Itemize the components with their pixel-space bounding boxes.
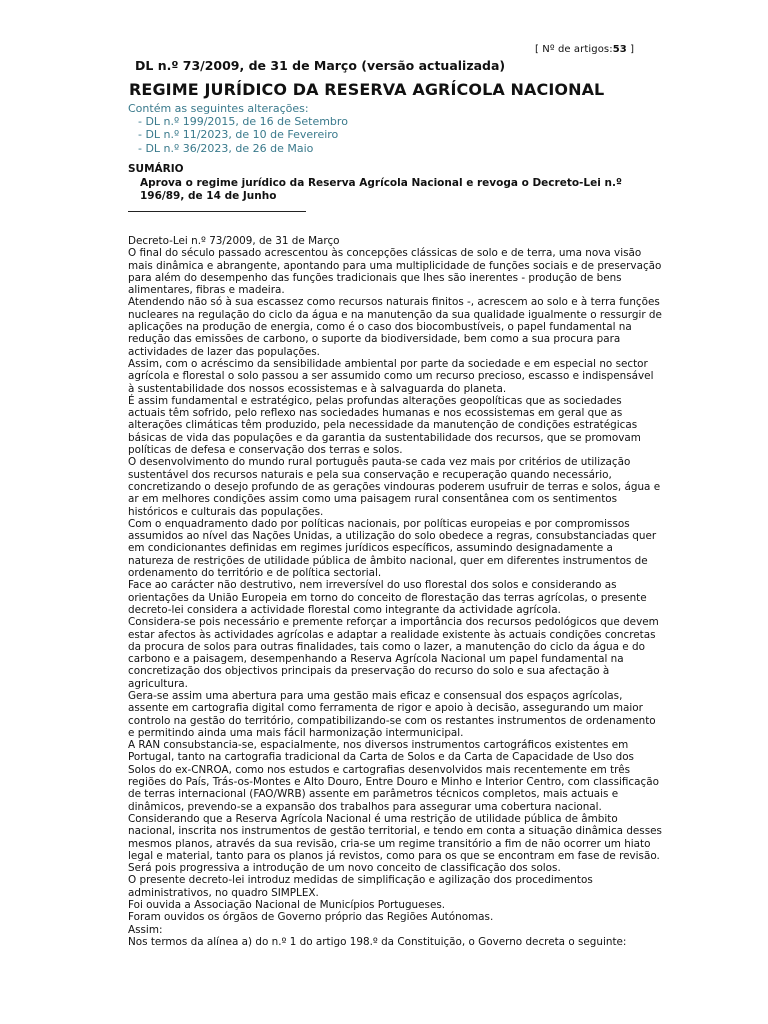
body-paragraph: Gera-se assim uma abertura para uma gestão mais eficaz e consensual dos espaços agrícolas, assente em cartografia digital como ferramenta de rigor e apoio à decisão, assegurando um maior controlo na gestão do território, compatibilizando-se com os restantes instrumentos de ordenamento e permitindo ainda uma mais fácil harmonização intermunicipal.: [128, 689, 656, 739]
change-item-link[interactable]: - DL n.º 11/2023, de 10 de Fevereiro: [138, 128, 339, 142]
body-paragraph: Considerando que a Reserva Agrícola Nacional é uma restrição de utilidade pública de âmbito nacional, inscrita nos instrumentos de gestão territorial, e tendo em conta a situação dinâmica desses mesmos planos, através da sua revisão, cria-se um regime transitório a fim de não ocorrer um hiato legal e material, tanto para os planos já revistos, como para os que se encontram em fase de revisão. Será pois progressiva a introdução de um novo conceito de classificação dos solos.: [128, 812, 662, 875]
body-paragraph: Nos termos da alínea a) do n.º 1 do artigo 198.º da Constituição, o Governo decreta o seguinte:: [128, 935, 627, 948]
doc-title: REGIME JURÍDICO DA RESERVA AGRÍCOLA NACIONAL: [129, 80, 605, 99]
article-count-value: 53: [612, 44, 627, 55]
body-paragraph: É assim fundamental e estratégico, pelas profundas alterações geopolíticas que as sociedades actuais têm sofrido, pelo reflexo nas sociedades humanas e nos ecossistemas em geral que as alterações climáticas têm produzido, pela necessidade da manutenção de condições estratégicas básicas de vida das populações e da garantia da sustentabilidade dos recursos, que se promovam políticas de defesa e conservação dos terras e solos.: [128, 394, 641, 457]
change-item-link[interactable]: - DL n.º 199/2015, de 16 de Setembro: [138, 115, 348, 129]
separator-line: [128, 211, 306, 212]
change-item-link[interactable]: - DL n.º 36/2023, de 26 de Maio: [138, 141, 314, 155]
body-paragraph: Assim, com o acréscimo da sensibilidade ambiental por parte da sociedade e em especial no sector agrícola e florestal o solo passou a ser assumido como um recurso precioso, escasso e indispensável à sustentabilidade dos nossos ecossistemas e à salvaguarda do planeta.: [128, 357, 654, 395]
article-count-suffix: ]: [630, 44, 635, 55]
summary-heading: SUMÁRIO: [128, 163, 184, 175]
body-paragraph: Com o enquadramento dado por políticas nacionais, por políticas europeias e por compromissos assumidos ao nível das Nações Unidas, a utilização do solo obedece a regras, consubstanciadas quer em condicionantes definidas em regimes jurídicos específicos, assumindo designadamente a natureza de restrições de utilidade pública de âmbito nacional, quer em diferentes instrumentos de ordenamento do território e de política sectorial.: [128, 517, 657, 580]
body-paragraph: O presente decreto-lei introduz medidas de simplificação e agilização dos procedimentos administrativos, no quadro SIMPLEX.: [128, 874, 593, 899]
body-paragraph: Assim:: [128, 923, 163, 936]
changes-block: [128, 102, 348, 155]
body-paragraph: Considera-se pois necessário e premente reforçar a importância dos recursos pedológicos que devem estar afectos às actividades agrícolas e adaptar a realidade existente às actuais condições concretas da procura de solos para outras finalidades, tais como o lazer, a manutenção do ciclo da água e do carbono e a paisagem, desempenhando a Reserva Agrícola Nacional um papel fundamental na concretização dos objectivos principais da preservação do recurso do solo e sua afectação à agricultura.: [128, 616, 659, 690]
body-paragraph: Foi ouvida a Associação Nacional de Municípios Portugueses.: [128, 899, 446, 912]
summary-text: Aprova o regime jurídico da Reserva Agrícola Nacional e revoga o Decreto-Lei n.º 196/89, de 14 de Junho: [140, 177, 622, 202]
body-paragraph: O desenvolvimento do mundo rural português pauta-se cada vez mais por critérios de utilização sustentável dos recursos naturais e pela sua conservação e recuperação quando necessário, concretizando o desejo profundo de as gerações vindouras poderem usufruir de terras e solos, água e ar em melhores condições assim como uma paisagem rural consentânea com os sentimentos históricos e culturais das populações.: [128, 456, 661, 518]
changes-heading: Contém as seguintes alterações:: [128, 102, 309, 115]
article-count-prefix: [ Nº de artigos:: [535, 44, 613, 55]
body-paragraph: A RAN consubstancia-se, espacialmente, nos diversos instrumentos cartográficos existentes em Portugal, tanto na cartografia tradicional da Carta de Solos e da Carta de Capacidade de Uso dos Solos do ex-CNROA, como nos estudos e cartografias desenvolvidos mais recentemente em três regiões do País, Trás-os-Montes e Alto Douro, Entre Douro e Minho e Interior Centro, com classificação de terras internacional (FAO/WRB) assente em parâmetros técnicos completos, mais actuais e dinâmicos, prevendo-se a expansão dos trabalhos para assegurar uma cobertura nacional.: [128, 739, 659, 813]
body-paragraph: Decreto-Lei n.º 73/2009, de 31 de Março: [128, 235, 340, 247]
body-paragraph: Face ao carácter não destrutivo, nem irreversível do uso florestal dos solos e considerando as orientações da União Europeia em torno do conceito de florestação das terras agrícolas, o presente decreto-lei considera a actividade florestal como integrante da actividade agrícola.: [128, 579, 647, 616]
doc-reference: DL n.º 73/2009, de 31 de Março (versão actualizada): [135, 58, 506, 73]
document-body: [128, 235, 662, 948]
body-paragraph: Foram ouvidos os órgãos de Governo próprio das Regiões Autónomas.: [128, 911, 494, 924]
body-paragraph: O final do século passado acrescentou às concepções clássicas de solo e de terra, uma nova visão mais dinâmica e abrangente, apontando para uma multiplicidade de funções sociais e de preservação para além do desempenho das funções tradicionais que lhes são inerentes - produção de bens alimentares, fibras e madeira.: [128, 247, 662, 297]
article-count: [535, 44, 634, 55]
body-paragraph: Atendendo não só à sua escassez como recursos naturais finitos -, acrescem ao solo e à terra funções nucleares na regulação do ciclo da água e na manutenção da sua qualidade igualmente o ressurgir de aplicações na produção de energia, como é o caso dos biocombustíveis, o papel fundamental na redução das emissões de carbono, o suporte da biodiversidade, bem como a sua procura para actividades de lazer das populações.: [128, 296, 662, 358]
